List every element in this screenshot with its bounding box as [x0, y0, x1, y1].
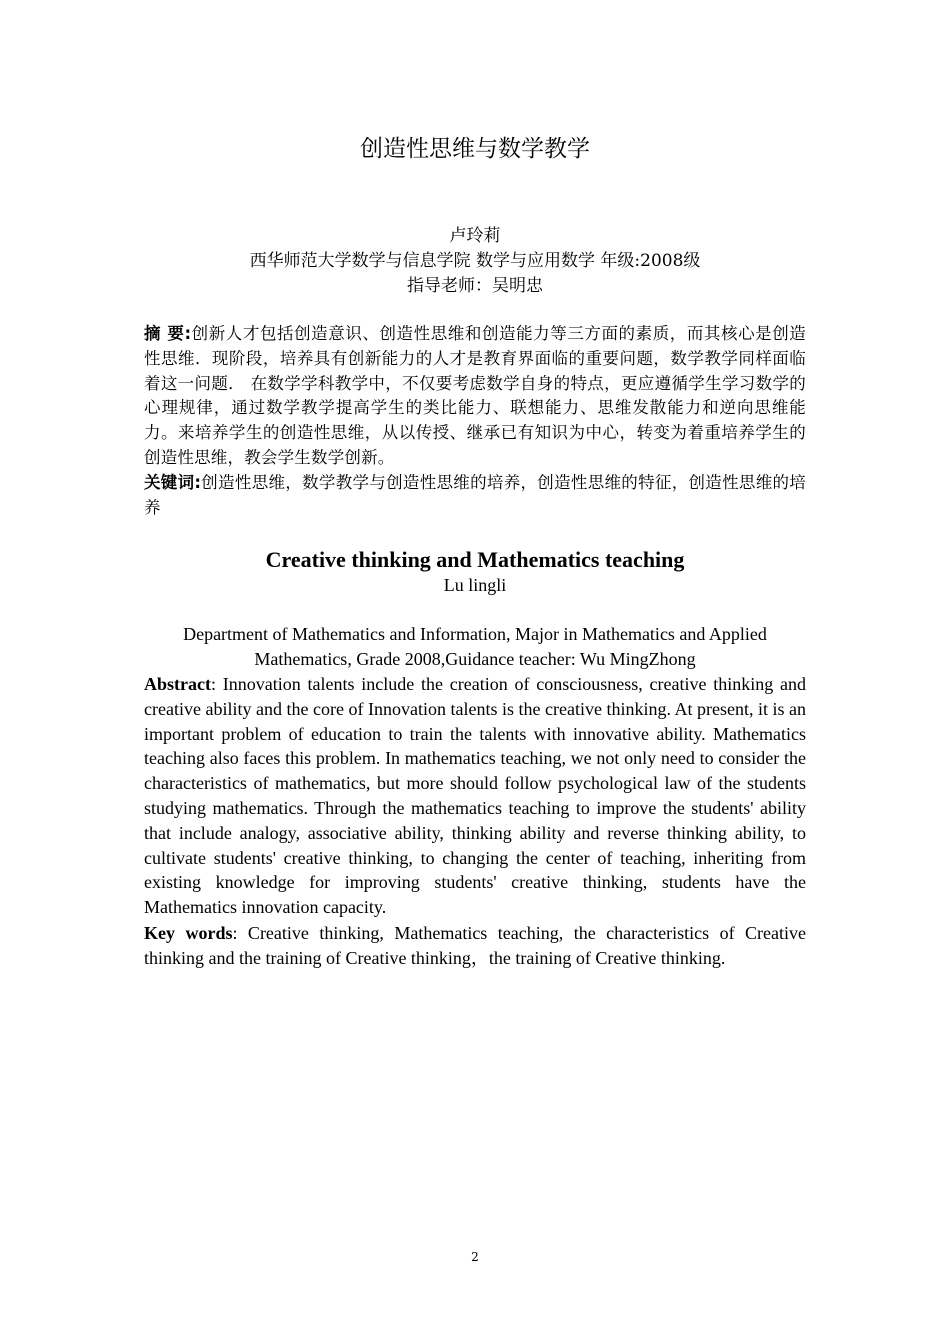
- chinese-abstract-text: 创新人才包括创造意识、创造性思维和创造能力等三方面的素质，而其核心是创造性思维．现阶段，培养具有创新能力的人才是教育界面临的重要问题，数学教学同样面临着这一问题． 在数学学科教学中，不仅要考虑数学自身的特点，更应遵循学生学习数学的心理规律，通过数学教学提高学生的类比能力、联想能力、思维发散能力和逆向思维能力。来培养学生的创造性思维，从以传授、继承已有知识为中心，转变为着重培养学生的创造性思维，教会学生数学创新。: [144, 324, 806, 467]
- chinese-affiliation: 西华师范大学数学与信息学院 数学与应用数学 年级:2008级: [249, 251, 701, 271]
- english-affiliation: Department of Mathematics and Information, Major in Mathematics and Applied Mathematics, Grade 2008,Guidance teacher: Wu MingZhong: [183, 624, 767, 669]
- chinese-keywords: [144, 471, 806, 521]
- chinese-abstract: [144, 322, 806, 471]
- english-keywords-label: Key words: [144, 923, 233, 943]
- chinese-keywords-label: 关键词:: [144, 473, 202, 492]
- chinese-title: 创造性思维与数学教学: [360, 136, 590, 162]
- english-abstract-text: : Innovation talents include the creation of consciousness, creative thinking and creative ability and the core of Innovation talents is the creative thinking. At present, it is an important problem of education to train the talents with innovative ability. Mathematics teaching also faces this problem. In mathematics teaching, we not only need to consider the characteristics of mathematics, but more should follow psychological law of the students studying mathematics. Through the mathematics teaching to improve the students' ability that include analogy, associative ability, thinking ability and reverse thinking ability, to cultivate students' creative thinking, to changing the center of teaching, inheriting from existing knowledge for improving students' creative thinking, students have the Mathematics innovation capacity.: [144, 674, 806, 918]
- chinese-keywords-text: 创造性思维，数学教学与创造性思维的培养，创造性思维的特征，创造性思维的培养: [144, 473, 806, 517]
- english-abstract: [144, 672, 806, 920]
- page-number: 2: [471, 1250, 479, 1264]
- english-keywords-text: : Creative thinking, Mathematics teaching, the characteristics of Creative thinking and the training of Creative thinking，the training of Creative thinking.: [144, 923, 806, 968]
- english-abstract-label: Abstract: [144, 674, 211, 694]
- chinese-abstract-label: 摘 要:: [144, 324, 192, 343]
- chinese-author: 卢玲莉: [449, 226, 501, 246]
- english-author: Lu lingli: [443, 575, 507, 595]
- english-keywords: [144, 921, 806, 971]
- english-title: Creative thinking and Mathematics teaching: [265, 547, 685, 572]
- chinese-advisor: 指导老师：吴明忠: [407, 276, 543, 296]
